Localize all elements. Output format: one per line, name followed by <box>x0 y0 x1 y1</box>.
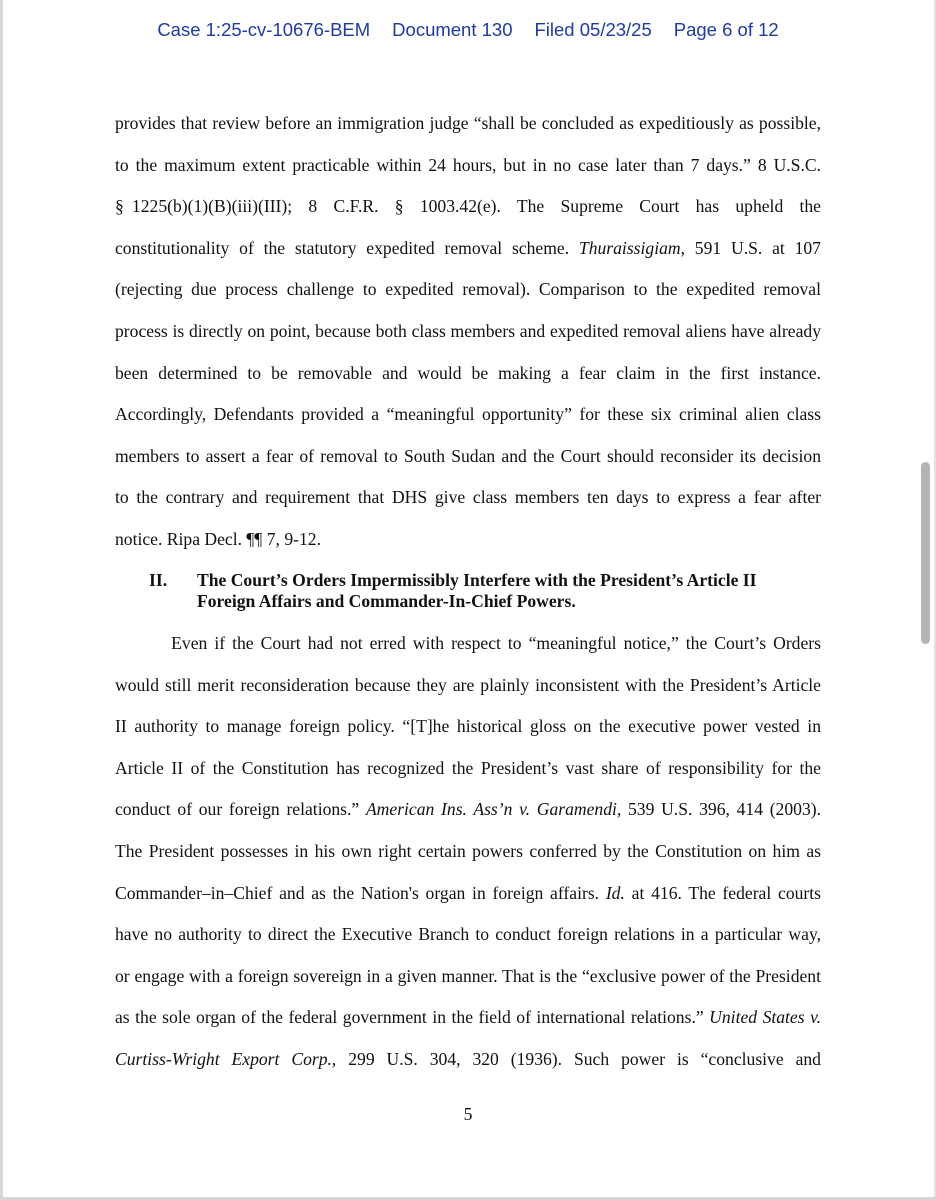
text-line: The President possesses in his own right certain powers conferred by the Constitution on him as <box>115 840 821 861</box>
text-line: process is directly on point, because both class members and expedited removal aliens have already <box>115 320 821 341</box>
text-line: to the maximum extent practicable within 24 hours, but in no case later than 7 days.” 8 U.S.C. <box>115 154 821 175</box>
page-number: 5 <box>463 1104 473 1124</box>
section-number: II. <box>149 570 168 590</box>
text-line: would still merit reconsideration because they are plainly inconsistent with the President’s Article <box>115 674 821 695</box>
text-line: Commander–in–Chief and as the Nation's organ in foreign affairs. Id. at 416. The federal courts <box>115 882 822 903</box>
text-line: or engage with a foreign sovereign in a given manner. That is the “exclusive power of the President <box>115 965 821 986</box>
case-citation: Thuraissigiam <box>578 237 681 258</box>
text-line: conduct of our foreign relations.” American Ins. Ass’n v. Garamendi, 539 U.S. 396, 414 (2003). <box>115 799 821 820</box>
document-number: Document 130 <box>392 19 513 40</box>
text-line: as the sole organ of the federal government in the field of international relations.” United States v. <box>115 1007 822 1028</box>
text-line: been determined to be removable and would be making a fear claim in the first instance. <box>115 362 821 383</box>
scrollbar-thumb[interactable] <box>921 462 930 644</box>
text-line: provides that review before an immigration judge “shall be concluded as expeditiously as possible, <box>115 113 821 133</box>
text-line: constitutionality of the statutory expedited removal scheme. Thuraissigiam, 591 U.S. at 107 <box>115 237 821 258</box>
text-line: to the contrary and requirement that DHS give class members ten days to express a fear after <box>115 487 821 508</box>
ecf-header <box>0 19 936 41</box>
text-line: have no authority to direct the Executive Branch to conduct foreign relations in a particular way, <box>115 924 821 945</box>
case-citation: United States v. <box>709 1007 822 1028</box>
case-citation: Curtiss-Wright Export Corp. <box>115 1048 332 1069</box>
id-citation: Id. <box>605 882 625 903</box>
case-number: Case 1:25-cv-10676-BEM <box>157 19 371 40</box>
filed-date: Filed 05/23/25 <box>534 19 652 40</box>
text-line: § 1225(b)(1)(B)(iii)(III); 8 C.F.R. § 1003.42(e). The Supreme Court has upheld the <box>115 196 821 217</box>
text-line: Curtiss-Wright Export Corp., 299 U.S. 304, 320 (1936). Such power is “conclusive and <box>115 1048 821 1069</box>
text-line: Accordingly, Defendants provided a “meaningful opportunity” for these six criminal alien class <box>115 404 821 425</box>
paragraph-1 <box>115 103 821 561</box>
text-line: II authority to manage foreign policy. “[T]he historical gloss on the executive power vested in <box>115 716 821 737</box>
page-indicator: Page 6 of 12 <box>673 19 779 40</box>
paragraph-2 <box>115 623 821 1081</box>
text-line: Even if the Court had not erred with respect to “meaningful notice,” the Court’s Orders <box>115 633 821 653</box>
section-title: The Court’s Orders Impermissibly Interfere with the President’s Article II Foreign Affairs and Commander-In-Chief Powers. <box>197 570 757 611</box>
page-edge <box>0 0 3 1200</box>
text-line: notice. Ripa Decl. ¶¶ 7, 9-12. <box>115 528 322 549</box>
text-line: Article II of the Constitution has recognized the President’s vast share of responsibility for the <box>115 757 821 778</box>
text-line: members to assert a fear of removal to South Sudan and the Court should reconsider its decision <box>115 445 821 466</box>
case-citation: American Ins. Ass’n v. Garamendi, <box>365 799 622 820</box>
text-line: (rejecting due process challenge to expedited removal). Comparison to the expedited removal <box>115 279 821 300</box>
